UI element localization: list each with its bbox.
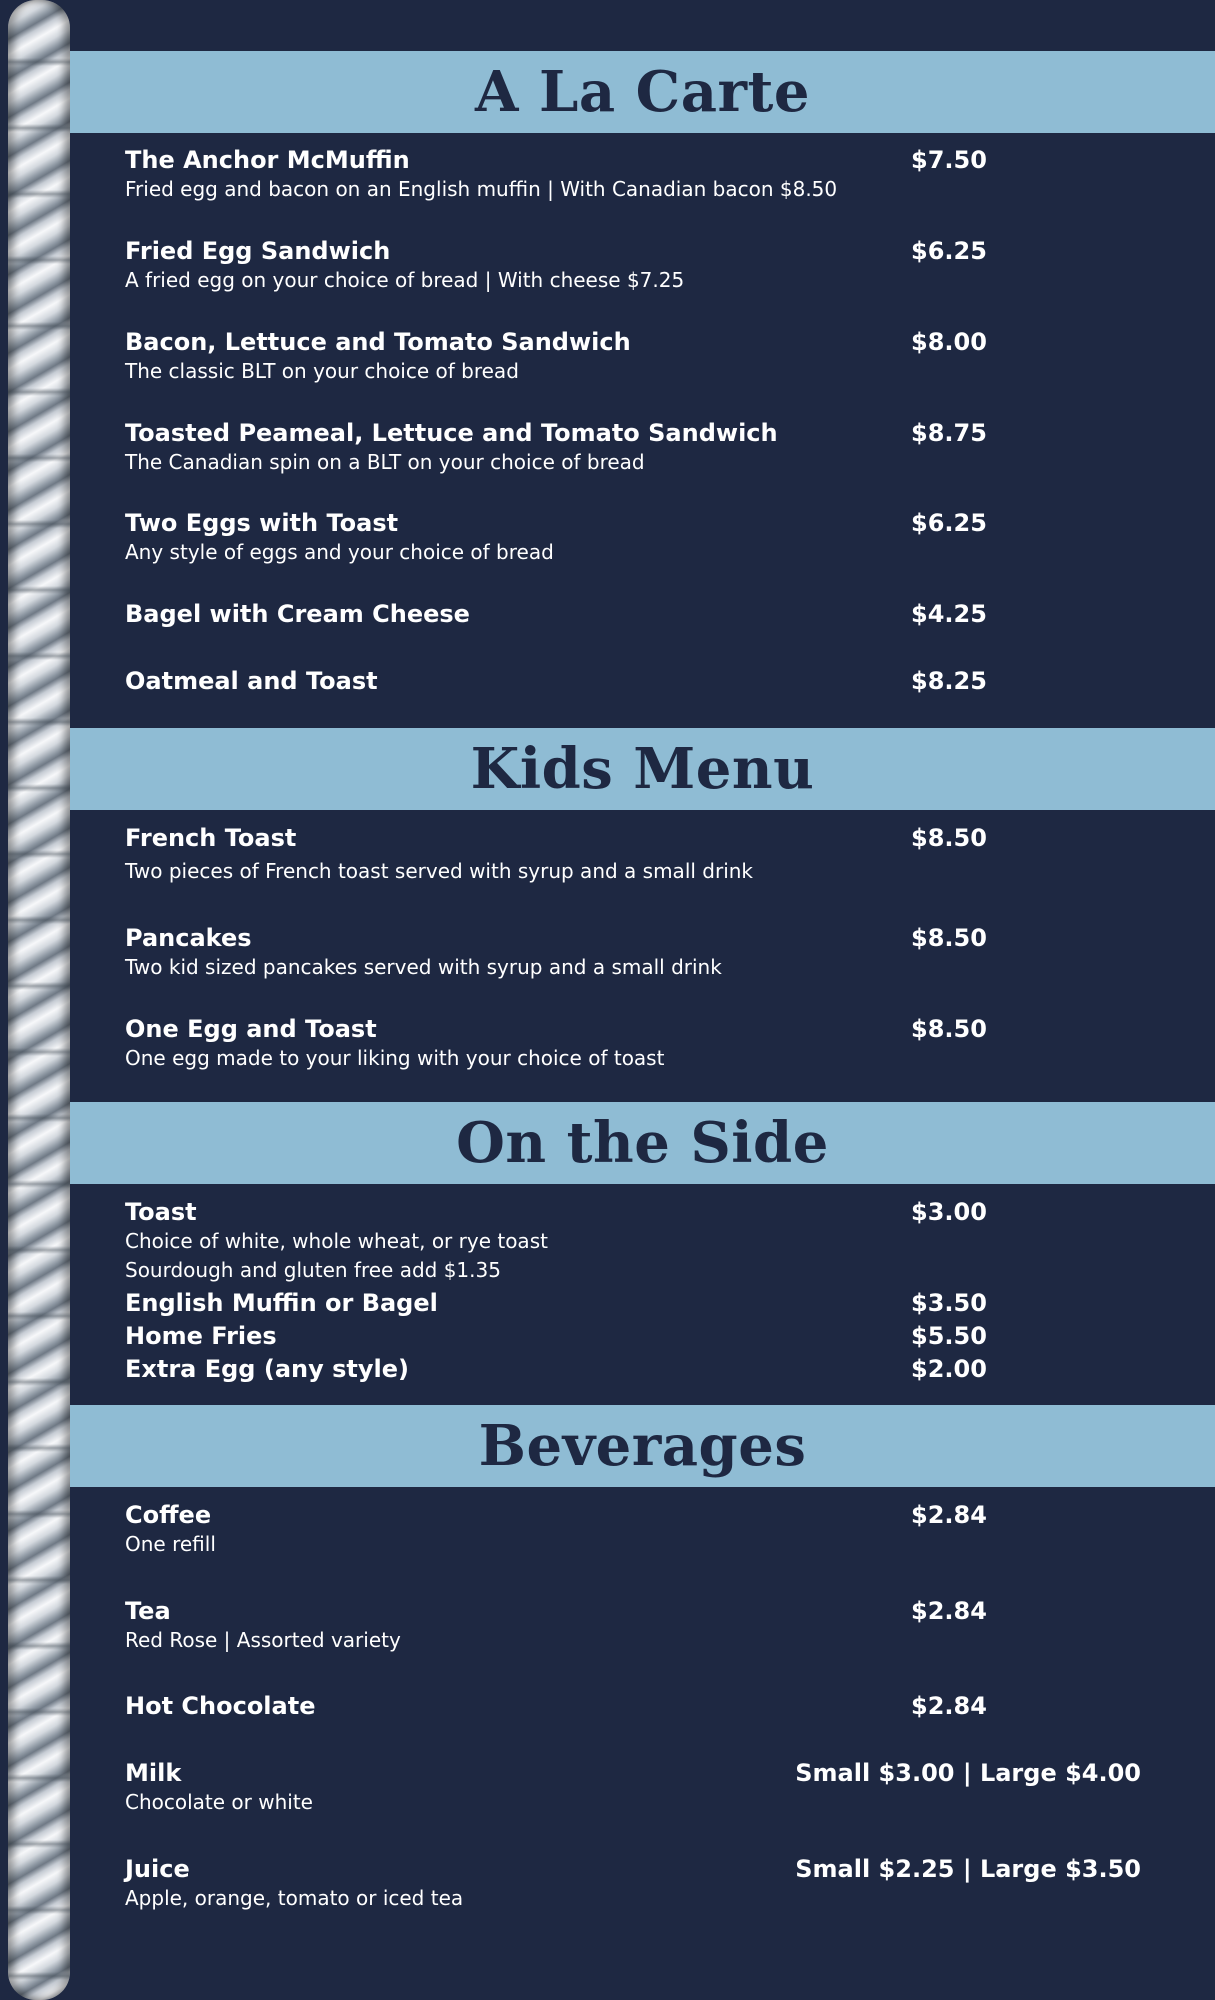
item-name: Extra Egg (any style) <box>125 1355 409 1383</box>
item-price: $8.50 <box>911 824 987 852</box>
section-header-on-the-side <box>70 1102 1215 1184</box>
item-description: A fried egg on your choice of bread | With cheese $7.25 <box>125 268 685 292</box>
menu-item-oatmeal-toast <box>125 666 1185 696</box>
item-description: The Canadian spin on a BLT on your choice of bread <box>125 450 645 474</box>
item-name: Coffee <box>125 1501 212 1529</box>
section-title: Kids Menu <box>470 736 815 802</box>
item-description: Choice of white, whole wheat, or rye toast <box>125 1229 548 1253</box>
menu-item-one-egg-toast <box>125 1014 1185 1073</box>
rope-border-decoration <box>8 0 70 2000</box>
section-header-beverages <box>70 1405 1215 1487</box>
item-price: $3.00 <box>911 1198 987 1226</box>
item-description: The classic BLT on your choice of bread <box>125 359 519 383</box>
item-description: Apple, orange, tomato or iced tea <box>125 1886 464 1910</box>
item-price: $3.50 <box>911 1289 987 1317</box>
section-header-kids-menu <box>70 728 1215 810</box>
menu-item-hot-chocolate <box>125 1691 1185 1721</box>
menu-item-pancakes <box>125 923 1185 982</box>
item-price: $8.50 <box>911 924 987 952</box>
section-header-a-la-carte <box>70 51 1215 133</box>
item-name: Oatmeal and Toast <box>125 667 378 695</box>
item-description-extra: Sourdough and gluten free add $1.35 <box>125 1258 501 1282</box>
menu-item-toast <box>125 1197 1185 1285</box>
item-price: $2.84 <box>911 1501 987 1529</box>
item-description: Any style of eggs and your choice of bread <box>125 540 554 564</box>
item-price: Small $3.00 | Large $4.00 <box>795 1759 1141 1787</box>
item-price: $2.00 <box>911 1355 987 1383</box>
item-name: Fried Egg Sandwich <box>125 237 391 265</box>
item-description: Two kid sized pancakes served with syrup and a small drink <box>125 955 722 979</box>
item-name: One Egg and Toast <box>125 1015 377 1043</box>
section-title: A La Carte <box>475 59 810 125</box>
item-description: Red Rose | Assorted variety <box>125 1628 401 1652</box>
menu-item-juice <box>125 1854 1185 1913</box>
item-name: Toast <box>125 1198 197 1226</box>
item-name: Pancakes <box>125 924 252 952</box>
item-name: Bagel with Cream Cheese <box>125 600 470 628</box>
menu-item-english-muffin-bagel <box>125 1287 1185 1320</box>
item-description: Chocolate or white <box>125 1790 313 1814</box>
item-name: Tea <box>125 1597 171 1625</box>
menu-item-home-fries <box>125 1320 1185 1353</box>
item-name: French Toast <box>125 824 297 852</box>
item-price: $2.84 <box>911 1597 987 1625</box>
item-description: One egg made to your liking with your choice of toast <box>125 1046 665 1070</box>
item-name: Bacon, Lettuce and Tomato Sandwich <box>125 328 631 356</box>
item-description: Two pieces of French toast served with syrup and a small drink <box>125 859 754 883</box>
item-name: Milk <box>125 1759 182 1787</box>
item-name: Home Fries <box>125 1322 277 1350</box>
section-title: Beverages <box>478 1413 807 1479</box>
menu-item-milk <box>125 1758 1185 1817</box>
menu-item-bagel-cream-cheese <box>125 599 1185 629</box>
item-name: Two Eggs with Toast <box>125 509 399 537</box>
item-price: $5.50 <box>911 1322 987 1350</box>
section-title: On the Side <box>456 1110 829 1176</box>
item-name: Toasted Peameal, Lettuce and Tomato Sandwich <box>125 419 778 447</box>
item-price: $4.25 <box>911 600 987 628</box>
item-price: $2.84 <box>911 1692 987 1720</box>
menu-item-two-eggs-toast <box>125 508 1185 567</box>
menu-item-tea <box>125 1596 1185 1655</box>
item-description: One refill <box>125 1532 216 1556</box>
menu-item-extra-egg <box>125 1353 1185 1386</box>
item-price: $6.25 <box>911 509 987 537</box>
item-price: $6.25 <box>911 237 987 265</box>
menu-item-blt <box>125 327 1185 386</box>
item-price: $8.50 <box>911 1015 987 1043</box>
item-name: Hot Chocolate <box>125 1692 316 1720</box>
item-name: English Muffin or Bagel <box>125 1289 438 1317</box>
item-name: Juice <box>125 1855 190 1883</box>
item-price: Small $2.25 | Large $3.50 <box>795 1855 1141 1883</box>
item-name: The Anchor McMuffin <box>125 146 410 174</box>
item-description: Fried egg and bacon on an English muffin | With Canadian bacon $8.50 <box>125 177 838 201</box>
menu-item-anchor-mcmuffin <box>125 145 1185 204</box>
menu-item-fried-egg-sandwich <box>125 236 1185 295</box>
menu-item-french-toast <box>125 823 1185 886</box>
item-price: $8.75 <box>911 419 987 447</box>
menu-item-coffee <box>125 1500 1185 1559</box>
item-price: $8.25 <box>911 667 987 695</box>
item-price: $7.50 <box>911 146 987 174</box>
item-price: $8.00 <box>911 328 987 356</box>
menu-item-peameal-sandwich <box>125 418 1185 477</box>
